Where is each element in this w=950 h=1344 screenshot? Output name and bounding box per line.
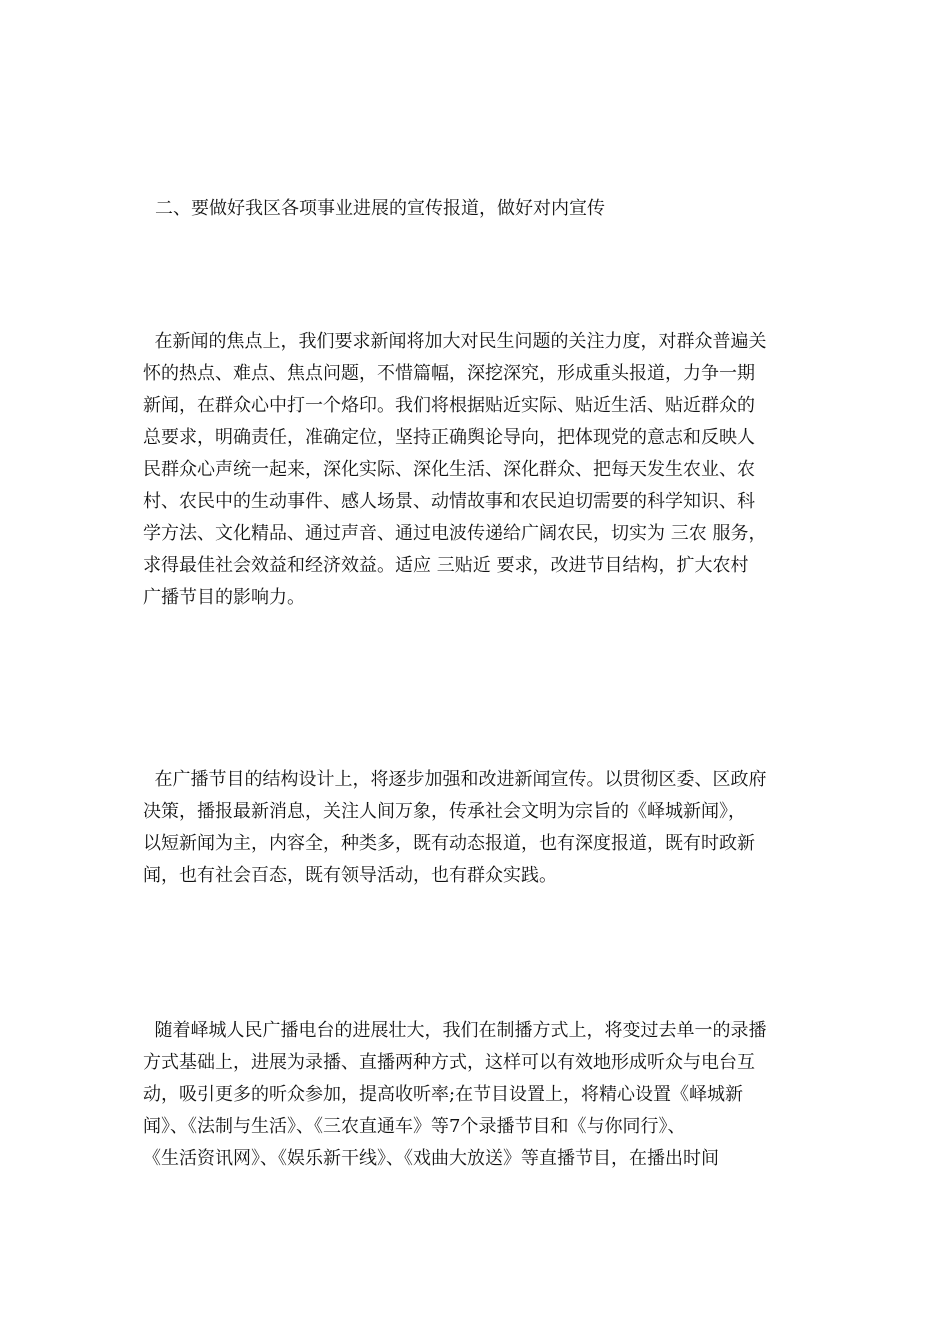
- text-line: 总要求，明确责任，准确定位，坚持正确舆论导向，把体现党的意志和反映人: [143, 427, 755, 448]
- text-line: 在新闻的焦点上，我们要求新闻将加大对民生问题的关注力度，对群众普遍关: [143, 331, 767, 352]
- text-line: 随着峄城人民广播电台的进展壮大，我们在制播方式上，将变过去单一的录播: [143, 1020, 767, 1041]
- text-line: 闻》、《法制与生活》、《三农直通车》等7个录播节目和《与你同行》、: [143, 1116, 686, 1137]
- paragraph-program-structure: [143, 764, 811, 892]
- text-line: 决策，播报最新消息，关注人间万象，传承社会文明为宗旨的《峄城新闻》，: [143, 801, 746, 822]
- text-line: 方式基础上，进展为录播、直播两种方式，这样可以有效地形成听众与电台互: [143, 1052, 755, 1073]
- text-line: 怀的热点、难点、焦点问题，不惜篇幅，深挖深究，形成重头报道，力争一期: [143, 363, 755, 384]
- text-line: 闻，也有社会百态，既有领导活动，也有群众实践。: [143, 865, 557, 886]
- text-line: 村、农民中的生动事件、感人场景、动情故事和农民迫切需要的科学知识、科: [143, 491, 755, 512]
- text-line: 《生活资讯网》、《娱乐新干线》、《戏曲大放送》等直播节目，在播出时间: [143, 1148, 719, 1169]
- text-line: 广播节目的影响力。: [143, 587, 305, 608]
- text-line: 动，吸引更多的听众参加，提高收听率;在节目设置上，将精心设置《峄城新: [143, 1084, 744, 1105]
- text-line: 学方法、文化精品、通过声音、通过电波传递给广阔农民，切实为 三农 服务，: [143, 523, 767, 544]
- paragraph-news-focus: [143, 326, 811, 614]
- paragraph-broadcast-mode: [143, 1015, 811, 1175]
- text-line: 新闻，在群众心中打一个烙印。我们将根据贴近实际、贴近生活、贴近群众的: [143, 395, 755, 416]
- text-line: 求得最佳社会效益和经济效益。适应 三贴近 要求，改进节目结构，扩大农村: [143, 555, 749, 576]
- text-line: 民群众心声统一起来，深化实际、深化生活、深化群众、把每天发生农业、农: [143, 459, 755, 480]
- section-heading: 二、要做好我区各项事业进展的宣传报道，做好对内宣传: [155, 198, 605, 219]
- text-line: 在广播节目的结构设计上，将逐步加强和改进新闻宣传。以贯彻区委、区政府: [143, 769, 767, 790]
- text-line: 以短新闻为主，内容全，种类多，既有动态报道，也有深度报道，既有时政新: [143, 833, 755, 854]
